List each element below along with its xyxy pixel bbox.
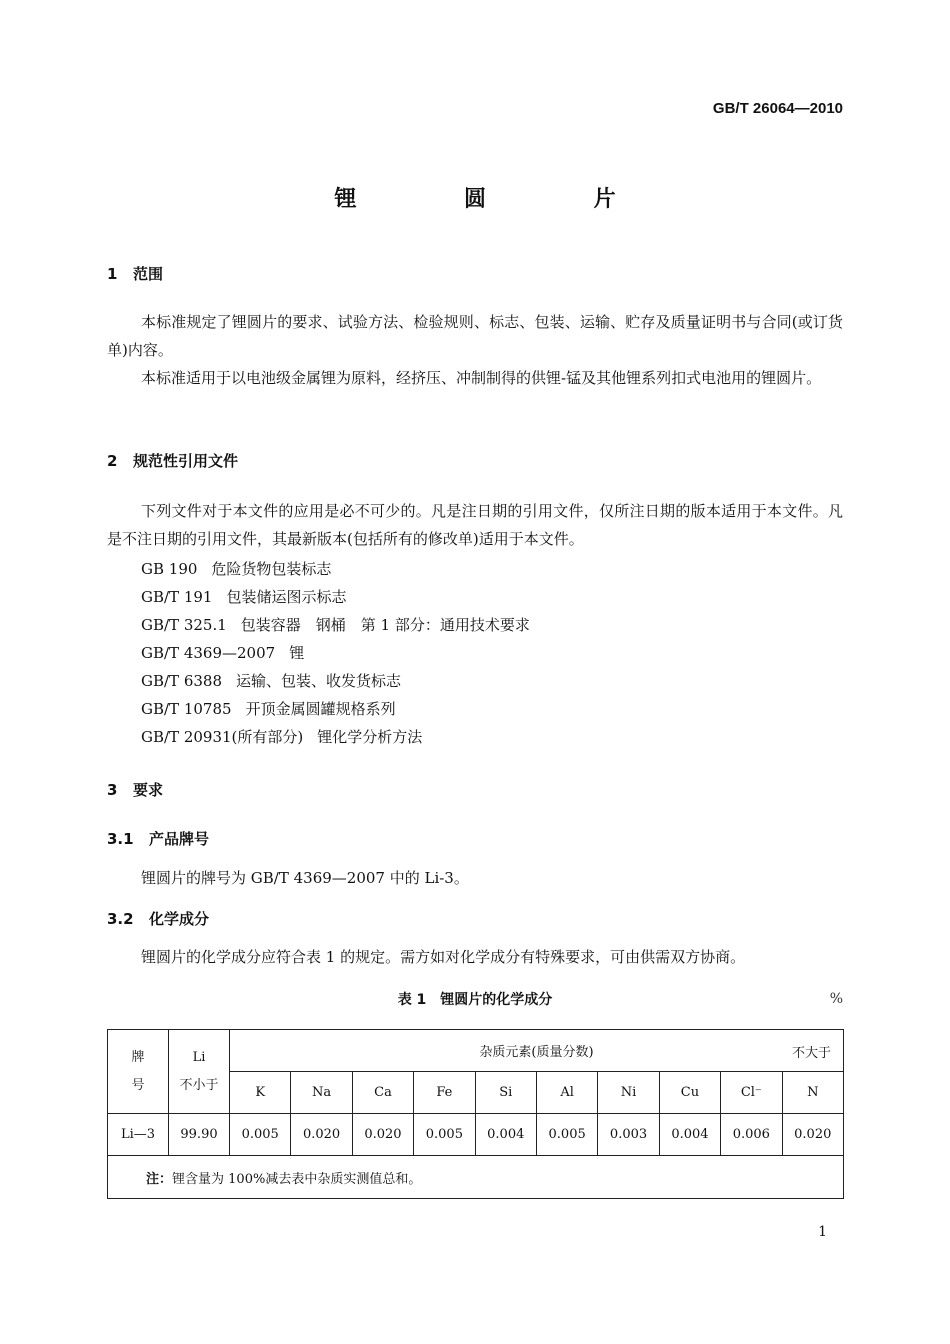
header-grade: 牌 号: [108, 1030, 169, 1114]
section-title: 要求: [133, 781, 164, 799]
header-li: Li 不小于: [169, 1030, 230, 1114]
chemical-composition-table: [107, 1029, 844, 1199]
section-3-2-heading: [107, 908, 209, 929]
section-number: 3: [107, 781, 118, 799]
reference-name: 危险货物包装标志: [211, 560, 332, 578]
section-number: 3.2: [107, 910, 134, 928]
table-row: [108, 1114, 844, 1156]
reference-name: 包装储运图示标志: [226, 588, 347, 606]
cell-value: 0.020: [782, 1114, 843, 1156]
cell-value: 0.005: [414, 1114, 475, 1156]
element-header: Cu: [659, 1072, 720, 1114]
section-2-heading: [107, 450, 238, 471]
impurity-label: 杂质元素(质量分数): [479, 1045, 594, 1060]
reference-name: 运输、包装、收发货标志: [236, 672, 402, 690]
cell-li: 99.90: [169, 1114, 230, 1156]
page-number: 1: [818, 1224, 827, 1240]
cell-value: 0.004: [475, 1114, 536, 1156]
element-header: Ca: [352, 1072, 413, 1114]
element-header: Al: [536, 1072, 597, 1114]
reference-item: [141, 558, 331, 579]
section-title: 规范性引用文件: [133, 452, 239, 470]
reference-code: GB/T 325.1: [141, 616, 227, 634]
table-caption: 表 1 锂圆片的化学成分: [397, 992, 553, 1008]
note-label: 注：: [146, 1171, 173, 1187]
note-text: 锂含量为 100%减去表中杂质实测值总和。: [172, 1171, 422, 1187]
paragraph-references-intro: 下列文件对于本文件的应用是必不可少的。凡是注日期的引用文件，仅所注日期的版本适用于本文件。凡是不注日期的引用文件，其最新版本(包括所有的修改单)适用于本文件。: [107, 502, 843, 548]
cell-value: 0.020: [352, 1114, 413, 1156]
reference-name: 锂化学分析方法: [317, 728, 423, 746]
section-3-1-heading: [107, 828, 209, 849]
reference-item: [141, 586, 346, 607]
section-number: 3.1: [107, 830, 134, 848]
element-header: Fe: [414, 1072, 475, 1114]
reference-code: GB/T 20931(所有部分): [141, 728, 304, 746]
element-header: N: [782, 1072, 843, 1114]
reference-item: [141, 698, 396, 719]
cell-value: 0.004: [659, 1114, 720, 1156]
cell-value: 0.006: [721, 1114, 782, 1156]
paragraph-composition: 锂圆片的化学成分应符合表 1 的规定。需方如对化学成分有特殊要求，可由供需双方协商。: [141, 948, 746, 966]
cell-value: 0.005: [536, 1114, 597, 1156]
reference-item: [141, 726, 422, 747]
reference-item: [141, 670, 401, 691]
reference-code: GB/T 191: [141, 588, 213, 606]
table-header-row: [108, 1030, 844, 1072]
reference-code: GB 190: [141, 560, 198, 578]
section-title: 化学成分: [149, 910, 210, 928]
table-note: [108, 1156, 844, 1199]
element-header: K: [230, 1072, 291, 1114]
table-unit: %: [829, 991, 843, 1007]
reference-code: GB/T 10785: [141, 700, 232, 718]
element-header: Cl⁻: [721, 1072, 782, 1114]
section-number: 1: [107, 265, 118, 283]
reference-name: 开顶金属圆罐规格系列: [245, 700, 396, 718]
element-header: Ni: [598, 1072, 659, 1114]
reference-item: [141, 642, 304, 663]
cell-value: 0.005: [230, 1114, 291, 1156]
reference-name: 包装容器 钢桶 第 1 部分：通用技术要求: [240, 616, 530, 634]
paragraph-grade: 锂圆片的牌号为 GB/T 4369—2007 中的 Li-3。: [141, 869, 469, 887]
impurity-max-label: 不大于: [791, 1046, 831, 1061]
document-title: 锂 圆 片: [334, 187, 666, 212]
section-1-heading: [107, 263, 163, 284]
section-title: 产品牌号: [149, 830, 210, 848]
reference-item: [141, 614, 530, 635]
table-note-row: [108, 1156, 844, 1199]
section-number: 2: [107, 452, 118, 470]
cell-value: 0.003: [598, 1114, 659, 1156]
header-impurity: [230, 1030, 844, 1072]
reference-name: 锂: [289, 644, 305, 662]
section-title: 范围: [133, 265, 164, 283]
paragraph-scope-1: 本标准规定了锂圆片的要求、试验方法、检验规则、标志、包装、运输、贮存及质量证明书与合同(或订货单)内容。: [107, 313, 843, 359]
element-header: Si: [475, 1072, 536, 1114]
element-header: Na: [291, 1072, 352, 1114]
section-3-heading: [107, 779, 163, 800]
cell-grade: Li—3: [108, 1114, 169, 1156]
cell-value: 0.020: [291, 1114, 352, 1156]
reference-code: GB/T 6388: [141, 672, 223, 690]
standard-code: GB/T 26064—2010: [712, 100, 843, 117]
reference-code: GB/T 4369—2007: [141, 644, 276, 662]
paragraph-scope-2: 本标准适用于以电池级金属锂为原料，经挤压、冲制制得的供锂-锰及其他锂系列扣式电池用的锂圆片。: [141, 369, 822, 387]
